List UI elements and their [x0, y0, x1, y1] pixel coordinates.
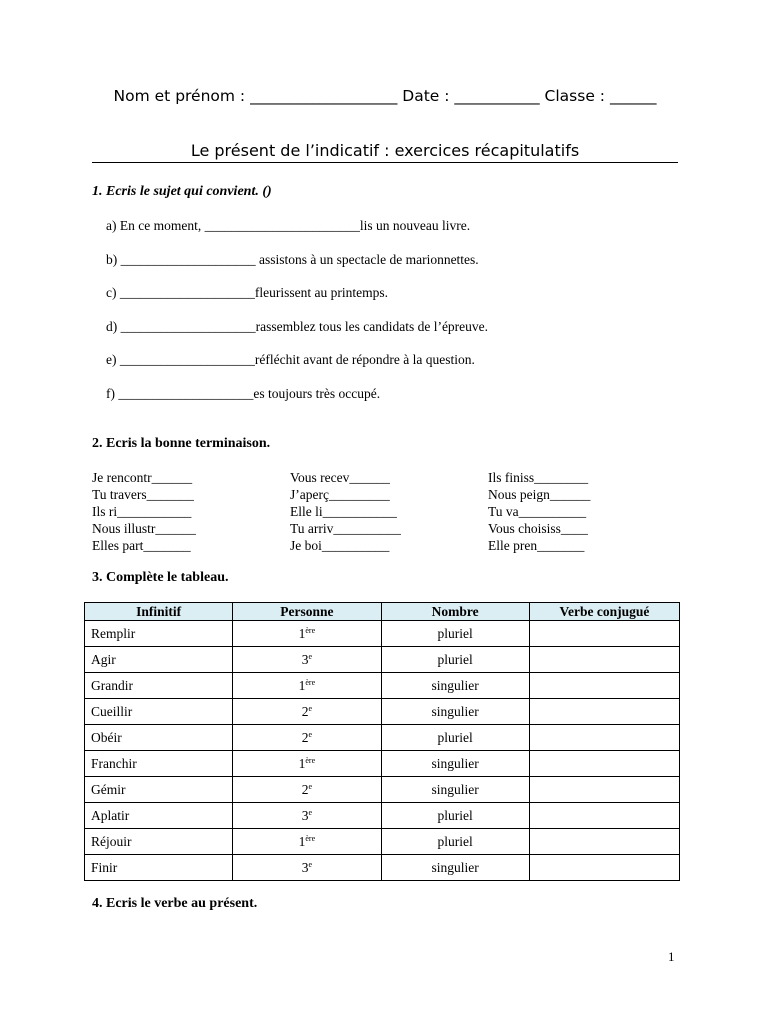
conjugation-item: Elles part_______: [92, 538, 191, 553]
exercise-2-column-2: [290, 469, 401, 554]
exercise-2-column-3: [488, 469, 590, 554]
table-row: [85, 777, 680, 803]
exercise-4-heading: 4. Ecris le verbe au présent.: [92, 896, 258, 911]
nombre-cell: pluriel: [381, 803, 529, 829]
personne-cell: 2e: [233, 699, 381, 725]
conjugation-item: Elle pren_______: [488, 538, 585, 553]
nombre-cell: singulier: [381, 777, 529, 803]
infinitif-cell: Grandir: [85, 673, 233, 699]
personne-cell: 3e: [233, 803, 381, 829]
answer-cell[interactable]: [529, 673, 679, 699]
answer-cell[interactable]: [529, 699, 679, 725]
exercise-2-column-1: [92, 469, 196, 554]
nombre-cell: singulier: [381, 855, 529, 881]
personne-cell: 2e: [233, 777, 381, 803]
infinitif-cell: Aplatir: [85, 803, 233, 829]
page-title: Le présent de l’indicatif : exercices récapitulatifs: [92, 140, 678, 163]
table-row: [85, 855, 680, 881]
conjugation-item: Je boi__________: [290, 538, 390, 553]
personne-cell: 2e: [233, 725, 381, 751]
personne-cell: 3e: [233, 855, 381, 881]
infinitif-cell: Franchir: [85, 751, 233, 777]
nombre-cell: pluriel: [381, 621, 529, 647]
infinitif-cell: Réjouir: [85, 829, 233, 855]
table-header-row: [85, 603, 680, 621]
infinitif-cell: Obéir: [85, 725, 233, 751]
table-row: [85, 621, 680, 647]
exercise-1-item: a) En ce moment, _______________________lis un nouveau livre.: [106, 218, 471, 233]
infinitif-cell: Agir: [85, 647, 233, 673]
answer-cell[interactable]: [529, 777, 679, 803]
exercise-1-item: e) ____________________réfléchit avant de répondre à la question.: [106, 352, 475, 367]
nombre-cell: pluriel: [381, 647, 529, 673]
personne-cell: 1ère: [233, 673, 381, 699]
nombre-cell: pluriel: [381, 725, 529, 751]
exercise-1-item: d) ____________________rassemblez tous les candidats de l’épreuve.: [106, 319, 489, 334]
conjugation-item: Vous recev______: [290, 470, 390, 485]
nombre-cell: singulier: [381, 751, 529, 777]
answer-cell[interactable]: [529, 725, 679, 751]
conjugation-item: Ils finiss________: [488, 470, 589, 485]
exercise-1-item: f) ____________________es toujours très occupé.: [106, 386, 381, 401]
answer-cell[interactable]: [529, 751, 679, 777]
conjugation-item: Vous choisiss____: [488, 521, 588, 536]
page-number: 1: [668, 949, 675, 964]
column-header-verbe-conjugue: Verbe conjugué: [529, 603, 679, 621]
exercise-2-heading: 2. Ecris la bonne terminaison.: [92, 436, 271, 451]
nombre-cell: pluriel: [381, 829, 529, 855]
conjugation-item: Elle li___________: [290, 504, 397, 519]
personne-cell: 1ère: [233, 751, 381, 777]
conjugation-item: Nous peign______: [488, 487, 591, 502]
table-row: [85, 725, 680, 751]
column-header-personne: Personne: [233, 603, 381, 621]
answer-cell[interactable]: [529, 829, 679, 855]
answer-cell[interactable]: [529, 621, 679, 647]
conjugation-item: Ils ri___________: [92, 504, 192, 519]
table-row: [85, 647, 680, 673]
conjugation-item: J’aperç_________: [290, 487, 390, 502]
column-header-infinitif: Infinitif: [85, 603, 233, 621]
infinitif-cell: Cueillir: [85, 699, 233, 725]
conjugation-item: Je rencontr______: [92, 470, 193, 485]
conjugation-item: Tu arriv__________: [290, 521, 401, 536]
nombre-cell: singulier: [381, 673, 529, 699]
personne-cell: 3e: [233, 647, 381, 673]
conjugation-table: [84, 602, 680, 881]
exercise-3-heading: 3. Complète le tableau.: [92, 570, 229, 585]
answer-cell[interactable]: [529, 855, 679, 881]
student-info-line: Nom et prénom : ___________________ Date : ___________ Classe : ______: [113, 87, 657, 105]
table-row: [85, 751, 680, 777]
table-row: [85, 829, 680, 855]
personne-cell: 1ère: [233, 621, 381, 647]
answer-cell[interactable]: [529, 803, 679, 829]
table-row: [85, 803, 680, 829]
exercise-1-item: c) ____________________fleurissent au printemps.: [106, 285, 388, 300]
personne-cell: 1ère: [233, 829, 381, 855]
infinitif-cell: Finir: [85, 855, 233, 881]
column-header-nombre: Nombre: [381, 603, 529, 621]
conjugation-item: Nous illustr______: [92, 521, 196, 536]
exercise-1-item: b) ____________________ assistons à un spectacle de marionnettes.: [106, 252, 479, 267]
table-row: [85, 673, 680, 699]
table-row: [85, 699, 680, 725]
exercise-1-heading: 1. Ecris le sujet qui convient. (): [92, 184, 272, 199]
answer-cell[interactable]: [529, 647, 679, 673]
conjugation-item: Tu va__________: [488, 504, 587, 519]
infinitif-cell: Gémir: [85, 777, 233, 803]
infinitif-cell: Remplir: [85, 621, 233, 647]
conjugation-item: Tu travers_______: [92, 487, 194, 502]
nombre-cell: singulier: [381, 699, 529, 725]
